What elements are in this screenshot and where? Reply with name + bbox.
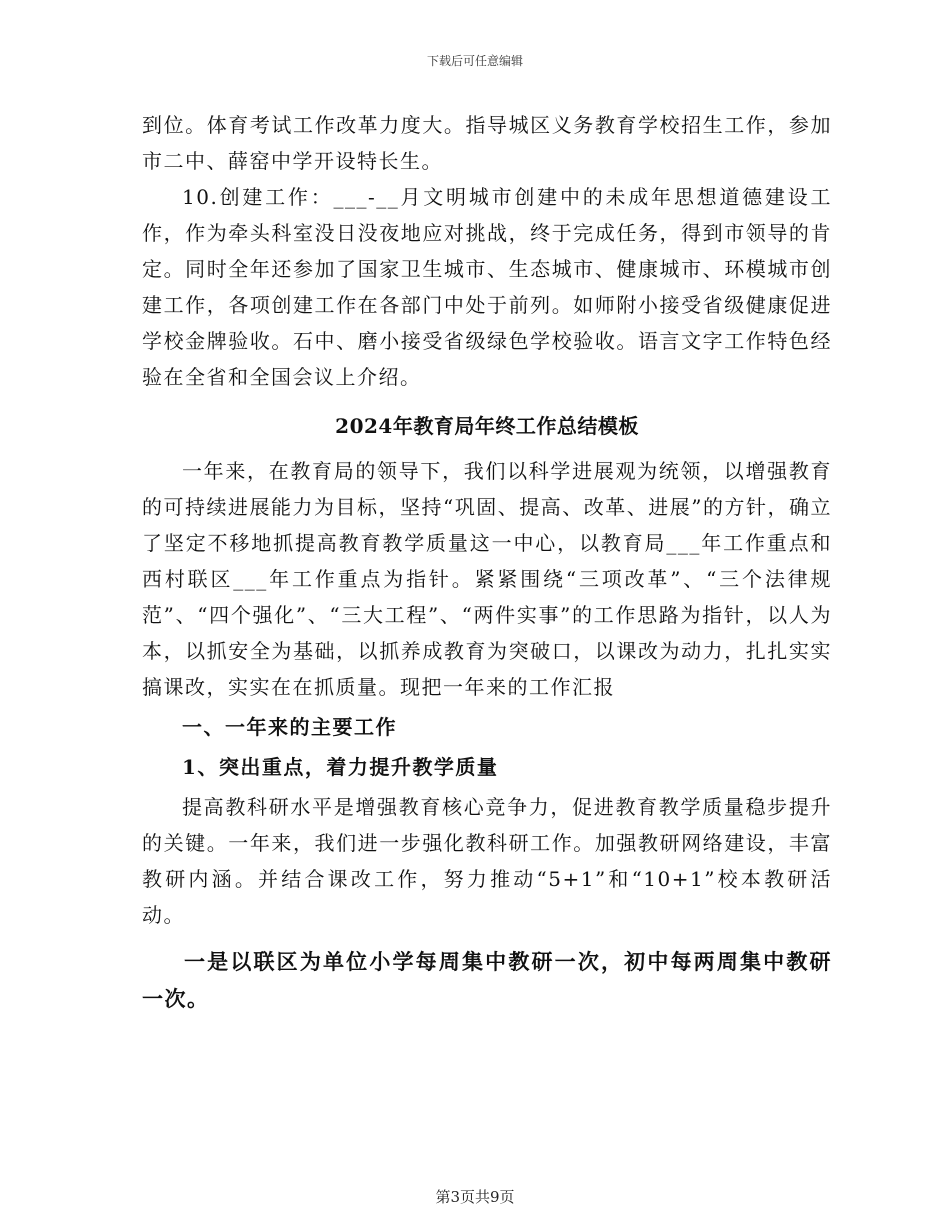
research-paragraph: 提高教科研水平是增强教育核心竞争力，促进教育教学质量稳步提升的关键。一年来，我们进一步强化教科研工作。加强教研网络建设，丰富教研内涵。并结合课改工作，努力推动“5+1”和“10+1”校本教研活动。: [142, 795, 832, 927]
heading-main-work: 一、一年来的主要工作: [182, 715, 397, 739]
page-footer: 第3页共9页: [435, 1188, 515, 1206]
first-point-paragraph: 一是以联区为单位小学每周集中教研一次，初中每两周集中教研一次。: [142, 949, 832, 1011]
creation-work-paragraph: 10.创建工作：___-__月文明城市创建中的未成年思想道德建设工作，作为牵头科室没日没夜地应对挑战，终于完成任务，得到市领导的肯定。同时全年还参加了国家卫生城市、生态城市、健康城市、环模城市创建工作，各项创建工作在各部门中处于前列。如师附小接受省级健康促进学校金牌验收。石中、磨小接受省级绿色学校验收。语言文字工作特色经验在全省和全国会议上介绍。: [142, 185, 832, 389]
section-title: 2024年教育局年终工作总结模板: [335, 414, 639, 438]
intro-paragraph: 一年来，在教育局的领导下，我们以科学进展观为统领，以增强教育的可持续进展能力为目标，坚持“巩固、提高、改革、进展”的方针，确立了坚定不移地抓提高教育教学质量这一中心，以教育局___年工作重点和西村联区___年工作重点为指针。紧紧围绕“三项改革”、“三个法律规范”、“四个强化”、“三大工程”、“两件实事”的工作思路为指针，以人为本，以抓安全为基础，以抓养成教育为突破口，以课改为动力，扎扎实实搞课改，实实在在抓质量。现把一年来的工作汇报: [142, 459, 832, 699]
page-header: 下载后可任意编辑: [426, 54, 523, 68]
document-body: [142, 107, 832, 1017]
heading-teaching-quality: 1、突出重点，着力提升教学质量: [182, 755, 499, 779]
continued-paragraph: 到位。体育考试工作改革力度大。指导城区义务教育学校招生工作，参加市二中、薛窑中学开设特长生。: [142, 113, 832, 173]
